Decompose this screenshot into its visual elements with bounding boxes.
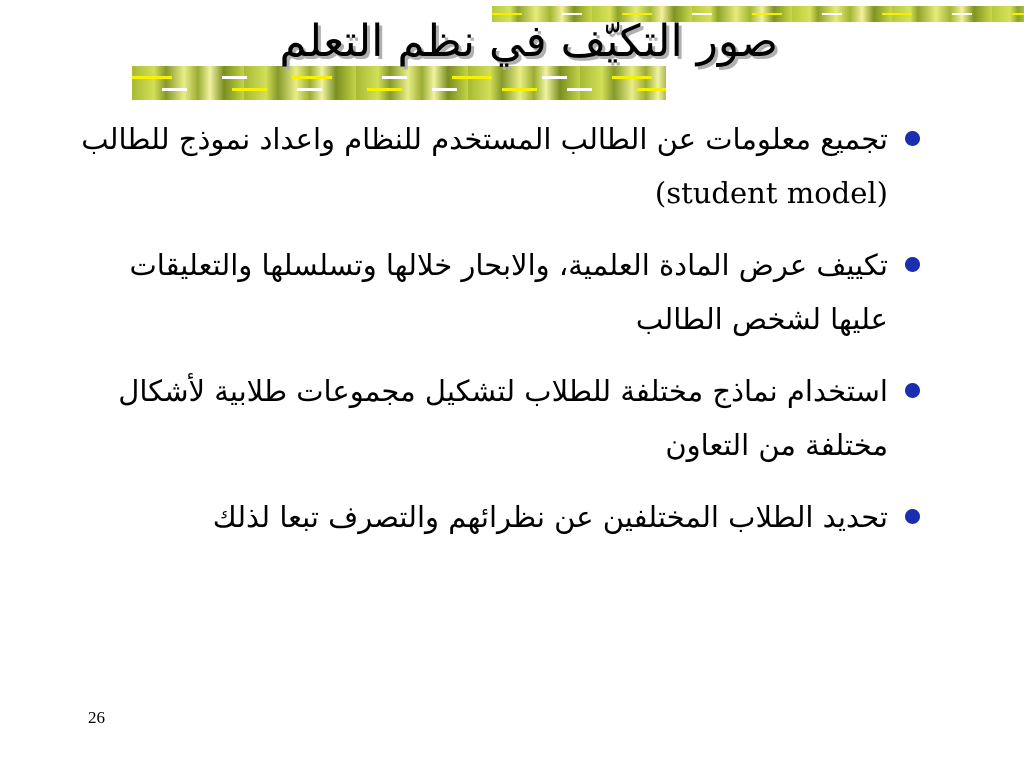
bullet-dot-icon — [905, 131, 920, 146]
page-number: 26 — [88, 708, 105, 727]
bullet-dot-icon — [905, 509, 920, 524]
bullet-text: تحديد الطلاب المختلفين عن نظرائهم والتصرف تبعا لذلك — [212, 500, 888, 534]
bullet-dot-icon — [905, 257, 920, 272]
slide-title: صور التكيّف في نظم التعلم — [279, 16, 778, 67]
bullet-item — [80, 112, 930, 220]
bullet-text: استخدام نماذج مختلفة للطلاب لتشكيل مجموعات طلابية لأشكال مختلفة من التعاون — [118, 374, 888, 462]
bullet-item — [80, 238, 930, 346]
bullet-text: تكييف عرض المادة العلمية، والابحار خلالها وتسلسلها والتعليقات عليها لشخص الطالب — [129, 248, 888, 336]
bullet-item — [80, 364, 930, 472]
bullet-item — [80, 490, 930, 544]
bullet-text: تجميع معلومات عن الطالب المستخدم للنظام واعداد نموذج للطالب (student model) — [81, 122, 888, 210]
bullet-list — [80, 112, 930, 562]
bullet-dot-icon — [905, 383, 920, 398]
